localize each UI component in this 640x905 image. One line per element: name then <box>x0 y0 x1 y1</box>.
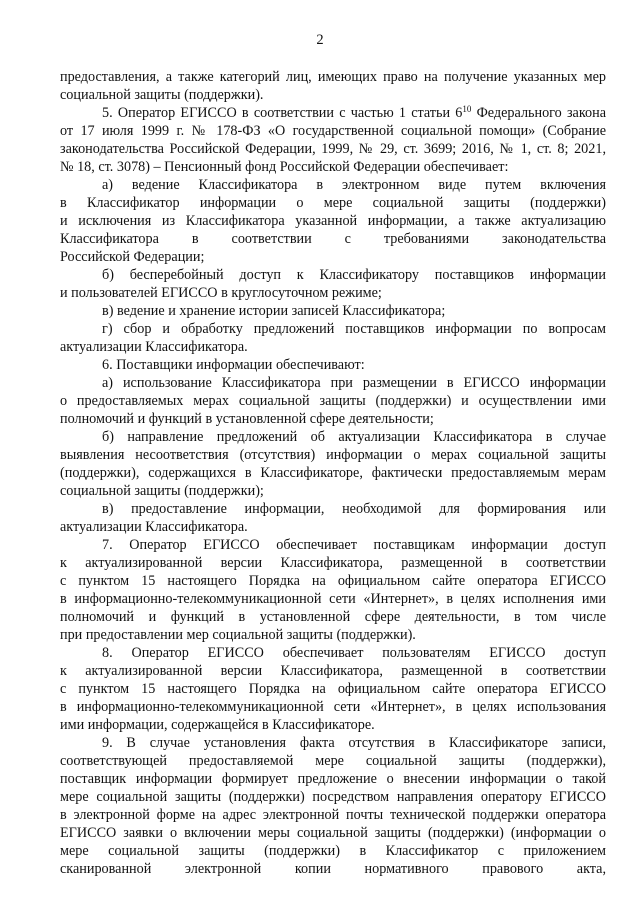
text-line: ими информации, содержащейся в Классификаторе. <box>60 717 375 733</box>
text-line: к актуализированной версии Классификатора, размещенной в соответствии <box>60 555 606 571</box>
text-line: полномочий и функций в установленной сфере деятельности, в том числе <box>60 609 606 625</box>
text-line: выявления несоответствия (отсутствия) информации о мерах социальной защиты <box>60 447 606 463</box>
text-line: № 18, ст. 3078) – Пенсионный фонд Российской Федерации обеспечивает: <box>60 159 509 175</box>
text-line: в) предоставление информации, необходимой для формирования или <box>102 501 606 517</box>
text-line: с пунктом 15 настоящего Порядка на официальном сайте оператора ЕГИССО <box>60 573 606 589</box>
text-line: в информационно-телекоммуникационной сети «Интернет», в целях исполнения ими <box>60 591 606 607</box>
text-line: и исключения из Классификатора указанной информации, а также актуализацию <box>60 213 606 229</box>
text-line: полномочий и функций в установленной сфере деятельности; <box>60 411 434 427</box>
text-run: 5. Оператор ЕГИССО в соответствии с частью 1 статьи 6 <box>102 105 463 121</box>
text-line: соответствующей предоставляемой мере социальной защиты (поддержки), <box>60 753 606 769</box>
text-line: поставщик информации формирует предложение о внесении информации о такой <box>60 771 606 787</box>
text-line: а) использование Классификатора при размещении в ЕГИССО информации <box>102 375 606 391</box>
text-line: в Классификатор информации о мере социальной защиты (поддержки) <box>60 195 606 211</box>
text-line: актуализации Классификатора. <box>60 339 248 355</box>
superscript: 10 <box>462 104 472 114</box>
text-line: мере социальной защиты (поддержки) в Классификатор с приложением <box>60 843 606 859</box>
text-line: к актуализированной версии Классификатора, размещенной в соответствии <box>60 663 606 679</box>
text-line: Классификатора в соответствии с требованиями законодательства <box>60 231 606 247</box>
text-line: ЕГИССО заявки о включении меры социальной защиты (поддержки) (информации о <box>60 825 606 841</box>
text-line: 8. Оператор ЕГИССО обеспечивает пользователям ЕГИССО доступ <box>102 645 606 661</box>
text-line: в информационно-телекоммуникационной сети «Интернет», в целях использования <box>60 699 606 715</box>
text-line: предоставления, а также категорий лиц, имеющих право на получение указанных мер <box>60 69 606 85</box>
text-run: Федерального закона <box>471 105 607 121</box>
text-line: 7. Оператор ЕГИССО обеспечивает поставщикам информации доступ <box>102 537 606 553</box>
text-line: 6. Поставщики информации обеспечивают: <box>102 357 365 373</box>
text-line: (поддержки), содержащихся в Классификаторе, фактически предоставляемым мерам <box>60 465 606 481</box>
text-line: а) ведение Классификатора в электронном виде путем включения <box>102 177 606 193</box>
text-line: при предоставлении мер социальной защиты (поддержки). <box>60 627 416 643</box>
text-line: социальной защиты (поддержки). <box>60 87 264 103</box>
text-line: б) бесперебойный доступ к Классификатору поставщиков информации <box>102 267 606 283</box>
text-line: с пунктом 15 настоящего Порядка на официальном сайте оператора ЕГИССО <box>60 681 606 697</box>
text-line: актуализации Классификатора. <box>60 519 248 535</box>
text-line: мере социальной защиты (поддержки) посредством направления оператору ЕГИССО <box>60 789 606 805</box>
text-line: социальной защиты (поддержки); <box>60 483 264 499</box>
text-line: 9. В случае установления факта отсутствия в Классификаторе записи, <box>102 735 606 751</box>
text-line: о предоставляемых мерах социальной защиты (поддержки) и осуществлении ими <box>60 393 606 409</box>
text-line: в) ведение и хранение истории записей Классификатора; <box>102 303 446 319</box>
page-number: 2 <box>316 32 324 48</box>
text-line: законодательства Российской Федерации, 1999, № 29, ст. 3699; 2016, № 1, ст. 8; 2021, <box>60 141 606 157</box>
text-line: г) сбор и обработку предложений поставщиков информации по вопросам <box>102 321 606 337</box>
text-line: сканированной электронной копии нормативного правового акта, <box>60 861 606 877</box>
text-line: от 17 июля 1999 г. № 178-ФЗ «О государственной социальной помощи» (Собрание <box>60 123 606 139</box>
text-line: Российской Федерации; <box>60 249 205 265</box>
text-line: б) направление предложений об актуализации Классификатора в случае <box>102 429 606 445</box>
text-line <box>102 104 606 122</box>
text-line: в электронной форме на адрес электронной почты технической поддержки оператора <box>60 807 606 823</box>
text-line: и пользователей ЕГИССО в круглосуточном режиме; <box>60 285 382 301</box>
